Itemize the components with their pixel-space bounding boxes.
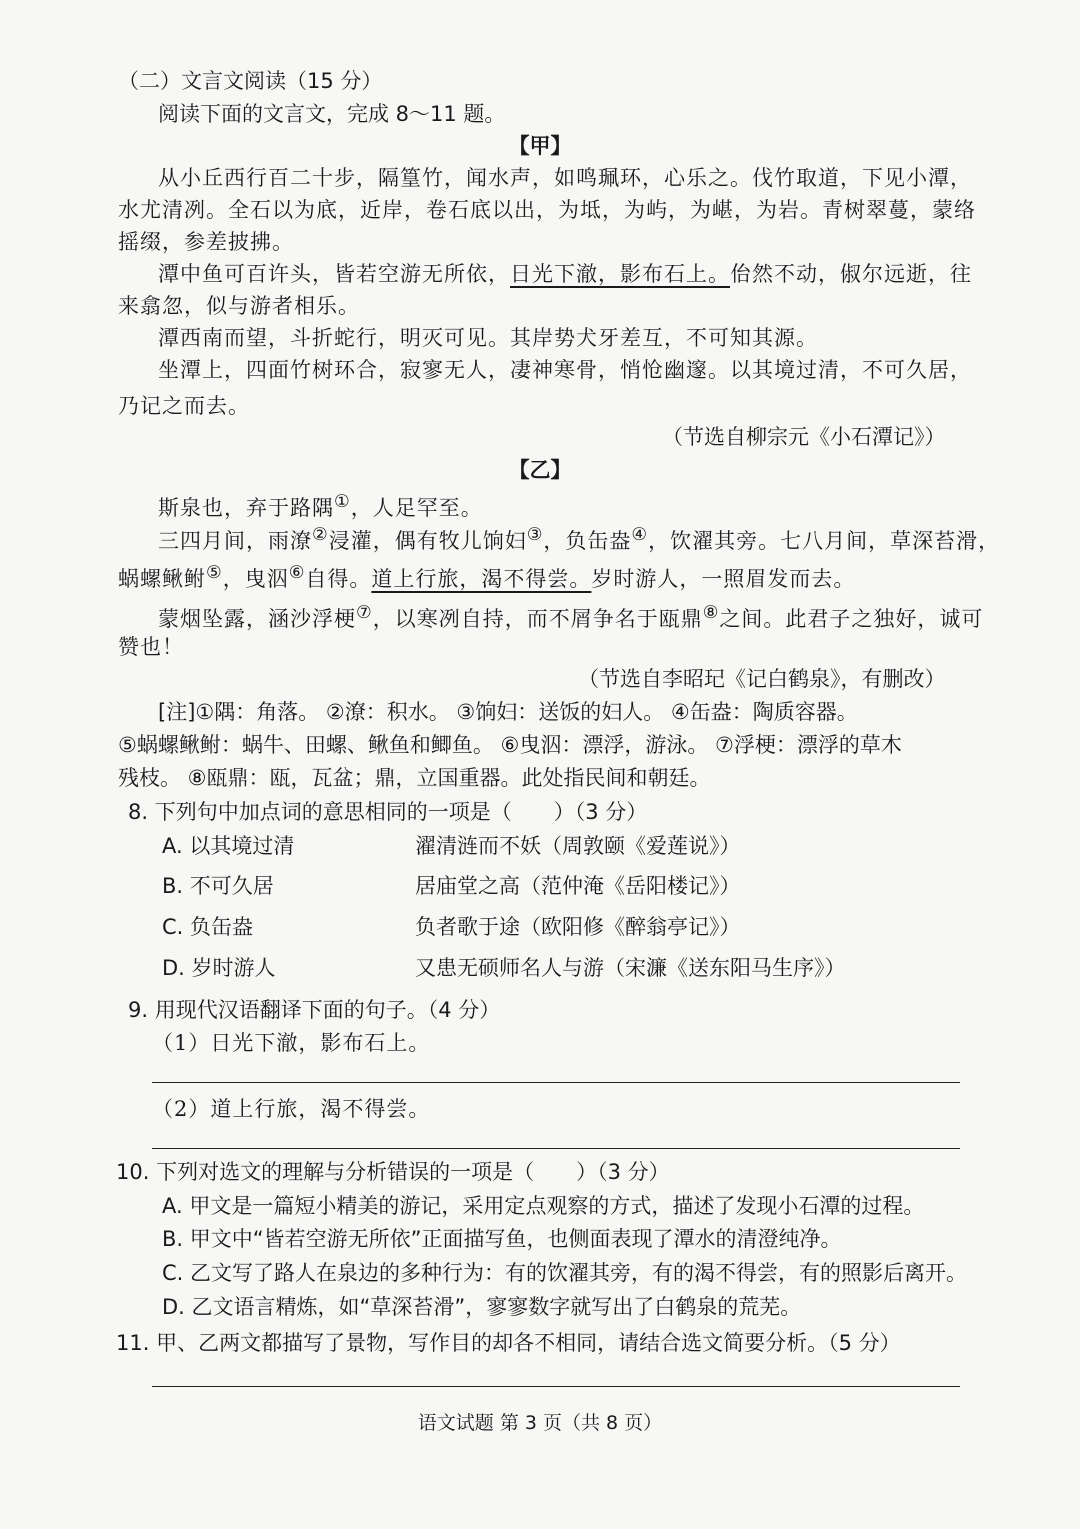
q9-sentence-2: （2）道上行旅，渴不得尝。 (152, 1097, 431, 1121)
jia-line (158, 259, 972, 289)
q8-option-d-ref: 又患无硕师名人与游（宋濂《送东阳马生序》） (415, 956, 846, 980)
q10-option-d[interactable]: D. 乙文语言精炼，如“草深苔滑”，寥寥数字就写出了白鹤泉的荒芜。 (162, 1295, 802, 1319)
jia-line: 乃记之而去。 (118, 394, 250, 418)
yi-text: ，以寒冽自持，而不屑争名于瓯鼎 (372, 607, 703, 631)
q8-option-c[interactable]: C. 负缶盎 (162, 915, 254, 939)
yi-text: ，曳泅 (222, 567, 289, 591)
jia-text: 潭中鱼可百许头，皆若空游无所依， (158, 262, 510, 286)
q8-option-d[interactable]: D. 岁时游人 (162, 956, 276, 980)
yi-text: 浸灌，偶有牧儿饷妇 (328, 529, 527, 553)
question-10-stem: 10. 下列对选文的理解与分析错误的一项是（ ）（3 分） (116, 1160, 670, 1184)
jia-line: 潭西南而望，斗折蛇行，明灭可见。其岸势犬牙差互，不可知其源。 (158, 326, 818, 350)
yi-text: 之间。此君子之独好，诚可 (719, 607, 984, 631)
q10-option-c[interactable]: C. 乙文写了路人在泉边的多种行为：有的饮濯其旁，有的渴不得尝，有的照影后离开。 (162, 1261, 968, 1285)
answer-line[interactable] (152, 1082, 960, 1083)
answer-line[interactable] (152, 1386, 960, 1387)
notes-line: ⑤蜗螺鳅鲋：蜗牛、田螺、鳅鱼和鲫鱼。 ⑥曳泅：漂浮，游泳。 ⑦浮梗：漂浮的草木 (118, 733, 902, 757)
section-title: （二）文言文阅读（15 分） (118, 69, 383, 93)
footnote-mark: ⑧ (702, 603, 720, 623)
jia-underlined-sentence: 日光下澈，影布石上。 (510, 262, 730, 286)
question-11-stem: 11. 甲、乙两文都描写了景物，写作目的却各不相同，请结合选文简要分析。（5 分） (116, 1331, 901, 1355)
yi-text: 斯泉也，弃于路隅 (158, 496, 334, 520)
yi-text: ，负缶盎 (543, 529, 632, 553)
q8-option-b-ref: 居庙堂之高（范仲淹《岳阳楼记》） (415, 874, 741, 898)
yi-text: 三四月间，雨潦 (158, 529, 312, 553)
footnote-mark: ⑦ (356, 603, 373, 623)
jia-text: 佁然不动，俶尔远逝，往 (730, 262, 972, 286)
notes-line: 残枝。 ⑧瓯鼎：瓯，瓦盆；鼎，立国重器。此处指民间和朝廷。 (118, 766, 711, 790)
page-footer: 语文试题 第 3 页（共 8 页） (417, 1412, 663, 1434)
yi-text: 蜗螺鳅鲋 (118, 567, 206, 591)
q10-option-b[interactable]: B. 甲文中“皆若空游无所依”正面描写鱼，也侧面表现了潭水的清澄纯净。 (162, 1227, 842, 1251)
footnote-mark: ⑥ (288, 563, 306, 583)
q8-option-b[interactable]: B. 不可久居 (162, 874, 274, 898)
q10-option-a[interactable]: A. 甲文是一篇短小精美的游记，采用定点观察的方式，描述了发现小石潭的过程。 (162, 1194, 925, 1218)
jia-source: （节选自柳宗元《小石潭记》） (662, 425, 946, 449)
q8-option-a-ref: 濯清涟而不妖（周敦颐《爱莲说》） (415, 834, 741, 858)
footnote-mark: ④ (631, 525, 649, 545)
notes-line: [注]①隅：角落。 ②潦：积水。 ③饷妇：送饭的妇人。 ④缶盎：陶质容器。 (158, 700, 858, 724)
yi-line (118, 558, 855, 594)
yi-text: ，人足罕至。 (350, 496, 483, 520)
yi-line (158, 520, 1000, 556)
answer-line[interactable] (152, 1148, 960, 1149)
yi-source: （节选自李昭玘《记白鹤泉》，有删改） (578, 667, 946, 691)
yi-text: 自得。 (305, 567, 372, 591)
q9-sentence-1: （1）日光下澈，影布石上。 (152, 1031, 431, 1055)
yi-text: 岁时游人，一照眉发而去。 (591, 567, 856, 591)
passage-yi-label: 【乙】 (508, 458, 572, 482)
yi-line: 赞也！ (118, 635, 184, 659)
yi-text: 蒙烟坠露，涵沙浮梗 (158, 607, 356, 631)
footnote-mark: ⑤ (206, 563, 223, 583)
yi-underlined-sentence: 道上行旅，渴不得尝。 (371, 567, 592, 591)
jia-line: 从小丘西行百二十步，隔篁竹，闻水声，如鸣珮环，心乐之。伐竹取道，下见小潭， (158, 166, 972, 190)
footnote-mark: ③ (526, 525, 544, 545)
jia-line: 摇缀，参差披拂。 (118, 230, 294, 254)
yi-text: ，饮濯其旁。七八月间，草深苔滑， (648, 529, 1001, 553)
question-9-stem: 9. 用现代汉语翻译下面的句子。（4 分） (128, 998, 501, 1022)
q8-option-c-ref: 负者歌于途（欧阳修《醉翁亭记》） (415, 915, 741, 939)
yi-line (158, 598, 983, 634)
q8-option-a[interactable]: A. 以其境过清 (162, 834, 295, 858)
passage-jia-label: 【甲】 (508, 134, 572, 158)
footnote-mark: ② (312, 525, 329, 545)
section-instruction: 阅读下面的文言文，完成 8～11 题。 (158, 102, 506, 126)
question-8-stem: 8. 下列句中加点词的意思相同的一项是（ ）（3 分） (128, 800, 648, 824)
jia-line: 水尤清冽。全石以为底，近岸，卷石底以出，为坻，为屿，为嵁，为岩。青树翠蔓，蒙络 (118, 198, 976, 222)
jia-line: 来翕忽，似与游者相乐。 (118, 294, 360, 318)
footnote-mark: ① (334, 492, 351, 512)
jia-line: 坐潭上，四面竹树环合，寂寥无人，凄神寒骨，悄怆幽邃。以其境过清，不可久居， (158, 358, 972, 382)
yi-line (158, 487, 483, 523)
